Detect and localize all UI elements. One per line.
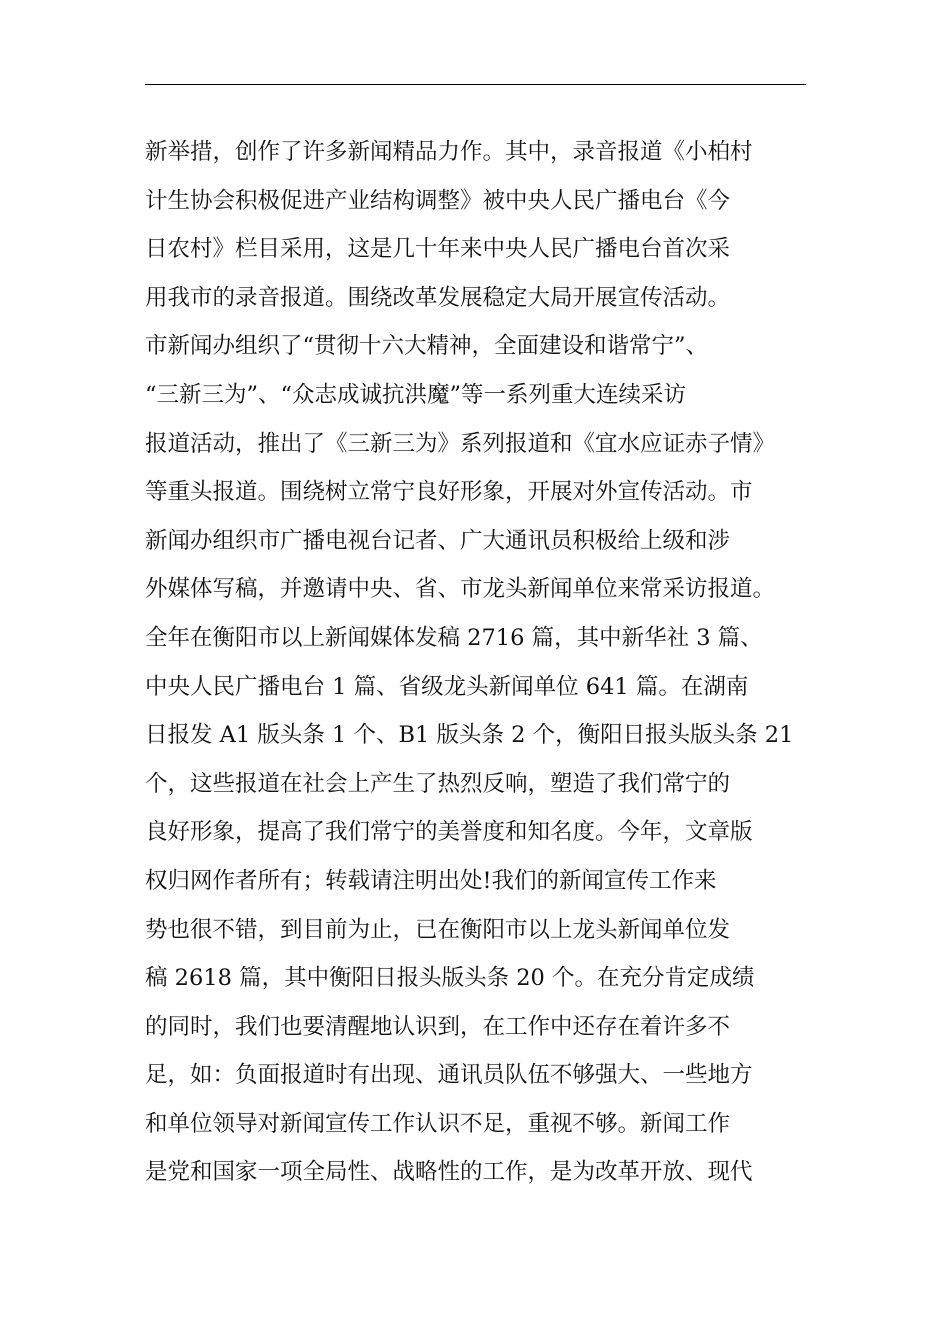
text-line-19: 的同时，我们也要清醒地认识到，在工作中还存在着许多不 bbox=[145, 1013, 731, 1040]
text-line-10: 外媒体写稿，并邀请中央、省、市龙头新闻单位来常采访报道。 bbox=[145, 576, 776, 603]
text-line-14: 个，这些报道在社会上产生了热烈反响，塑造了我们常宁的 bbox=[145, 770, 731, 797]
text-line-20: 足，如：负面报道时有出现、通讯员队伍不够强大、一些地方 bbox=[145, 1062, 753, 1089]
text-line-8: 等重头报道。围绕树立常宁良好形象，开展对外宣传活动。市 bbox=[145, 479, 753, 506]
text-line-11: 全年在衡阳市以上新闻媒体发稿 2716 篇，其中新华社 3 篇、 bbox=[145, 624, 763, 651]
text-line-15: 良好形象，提高了我们常宁的美誉度和知名度。今年，文章版 bbox=[145, 819, 753, 846]
text-line-7: 报道活动，推出了《三新三为》系列报道和《宜水应证赤子情》 bbox=[145, 430, 776, 457]
text-line-9: 新闻办组织市广播电视台记者、广大通讯员积极给上级和涉 bbox=[145, 527, 731, 554]
text-line-2: 计生协会积极促进产业结构调整》被中央人民广播电台《今 bbox=[145, 187, 731, 214]
text-line-3: 日农村》栏目采用，这是几十年来中央人民广播电台首次采 bbox=[145, 236, 731, 263]
text-line-16: 权归网作者所有；转载请注明出处!我们的新闻宣传工作来 bbox=[145, 867, 717, 894]
header-rule bbox=[145, 84, 806, 85]
text-line-5: 市新闻办组织了“贯彻十六大精神，全面建设和谐常宁”、 bbox=[145, 333, 709, 360]
text-line-13: 日报发 A1 版头条 1 个、B1 版头条 2 个，衡阳日报头版头条 21 bbox=[145, 722, 794, 749]
text-line-18: 稿 2618 篇，其中衡阳日报头版头条 20 个。在充分肯定成绩 bbox=[145, 965, 755, 992]
text-line-17: 势也很不错，到目前为止，已在衡阳市以上龙头新闻单位发 bbox=[145, 916, 731, 943]
text-line-1: 新举措，创作了许多新闻精品力作。其中，录音报道《小柏村 bbox=[145, 139, 753, 165]
text-line-12: 中央人民广播电台 1 篇、省级龙头新闻单位 641 篇。在湖南 bbox=[145, 673, 749, 700]
text-line-21: 和单位领导对新闻宣传工作认识不足，重视不够。新闻工作 bbox=[145, 1110, 731, 1137]
text-line-4: 用我市的录音报道。围绕改革发展稳定大局开展宣传活动。 bbox=[145, 284, 731, 311]
text-line-6: “三新三为”、“众志成诚抗洪魔”等一系列重大连续采访 bbox=[145, 381, 687, 408]
body-text bbox=[145, 128, 810, 1197]
text-line-22: 是党和国家一项全局性、战略性的工作，是为改革开放、现代 bbox=[145, 1159, 753, 1186]
